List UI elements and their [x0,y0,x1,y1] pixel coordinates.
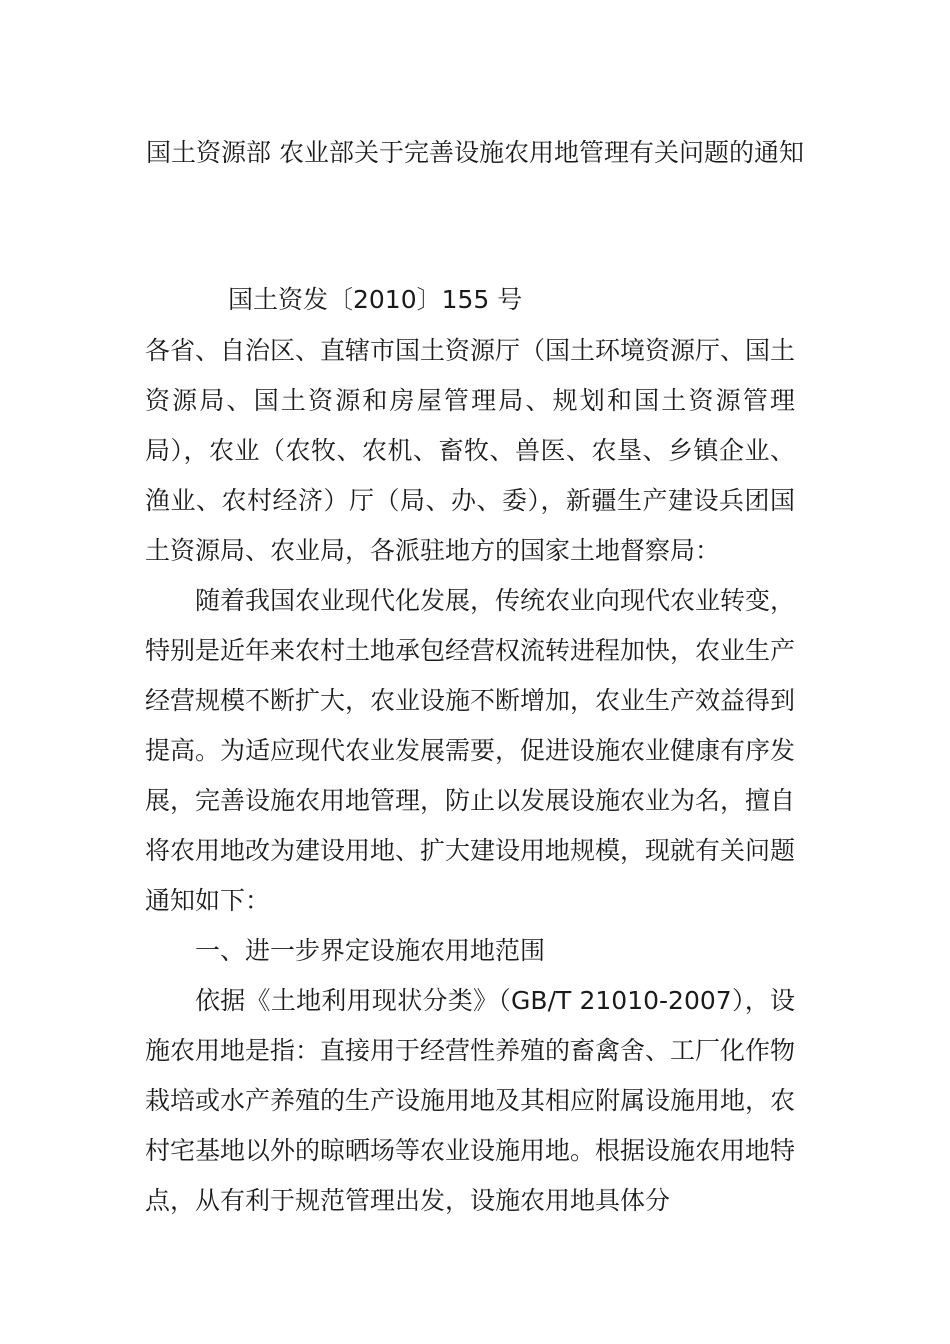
addressees-paragraph: 各省、自治区、直辖市国土资源厅（国土环境资源厅、国土资源局、国土资源和房屋管理局、规划和国土资源管理局），农业（农牧、农机、畜牧、兽医、农垦、乡镇企业、渔业、农村经济）厅（局、办、委），新疆生产建设兵团国土资源局、农业局，各派驻地方的国家土地督察局： [145,336,796,565]
section-heading: 一、进一步界定设施农用地范围 [195,936,546,965]
document-body [145,326,795,1226]
document-number: 国土资发〔2010〕155 号 [228,285,523,314]
definition-paragraph: 依据《土地利用现状分类》（GB/T 21010-2007），设施农用地是指：直接用于经营性养殖的畜禽舍、工厂化作物栽培或水产养殖的生产设施用地及其相应附属设施用地，农村宅基地以外的晾晒场等农业设施用地。根据设施农用地特点，从有利于规范管理出发，设施农用地具体分 [145,986,796,1215]
document-title: 国土资源部 农业部关于完善设施农用地管理有关问题的通知 [146,138,804,167]
intro-paragraph: 随着我国农业现代化发展，传统农业向现代农业转变，特别是近年来农村土地承包经营权流转进程加快，农业生产经营规模不断扩大，农业设施不断增加，农业生产效益得到提高。为适应现代农业发展需要，促进设施农业健康有序发展，完善设施农用地管理，防止以发展设施农业为名，擅自将农用地改为建设用地、扩大建设用地规模，现就有关问题通知如下： [145,586,796,915]
